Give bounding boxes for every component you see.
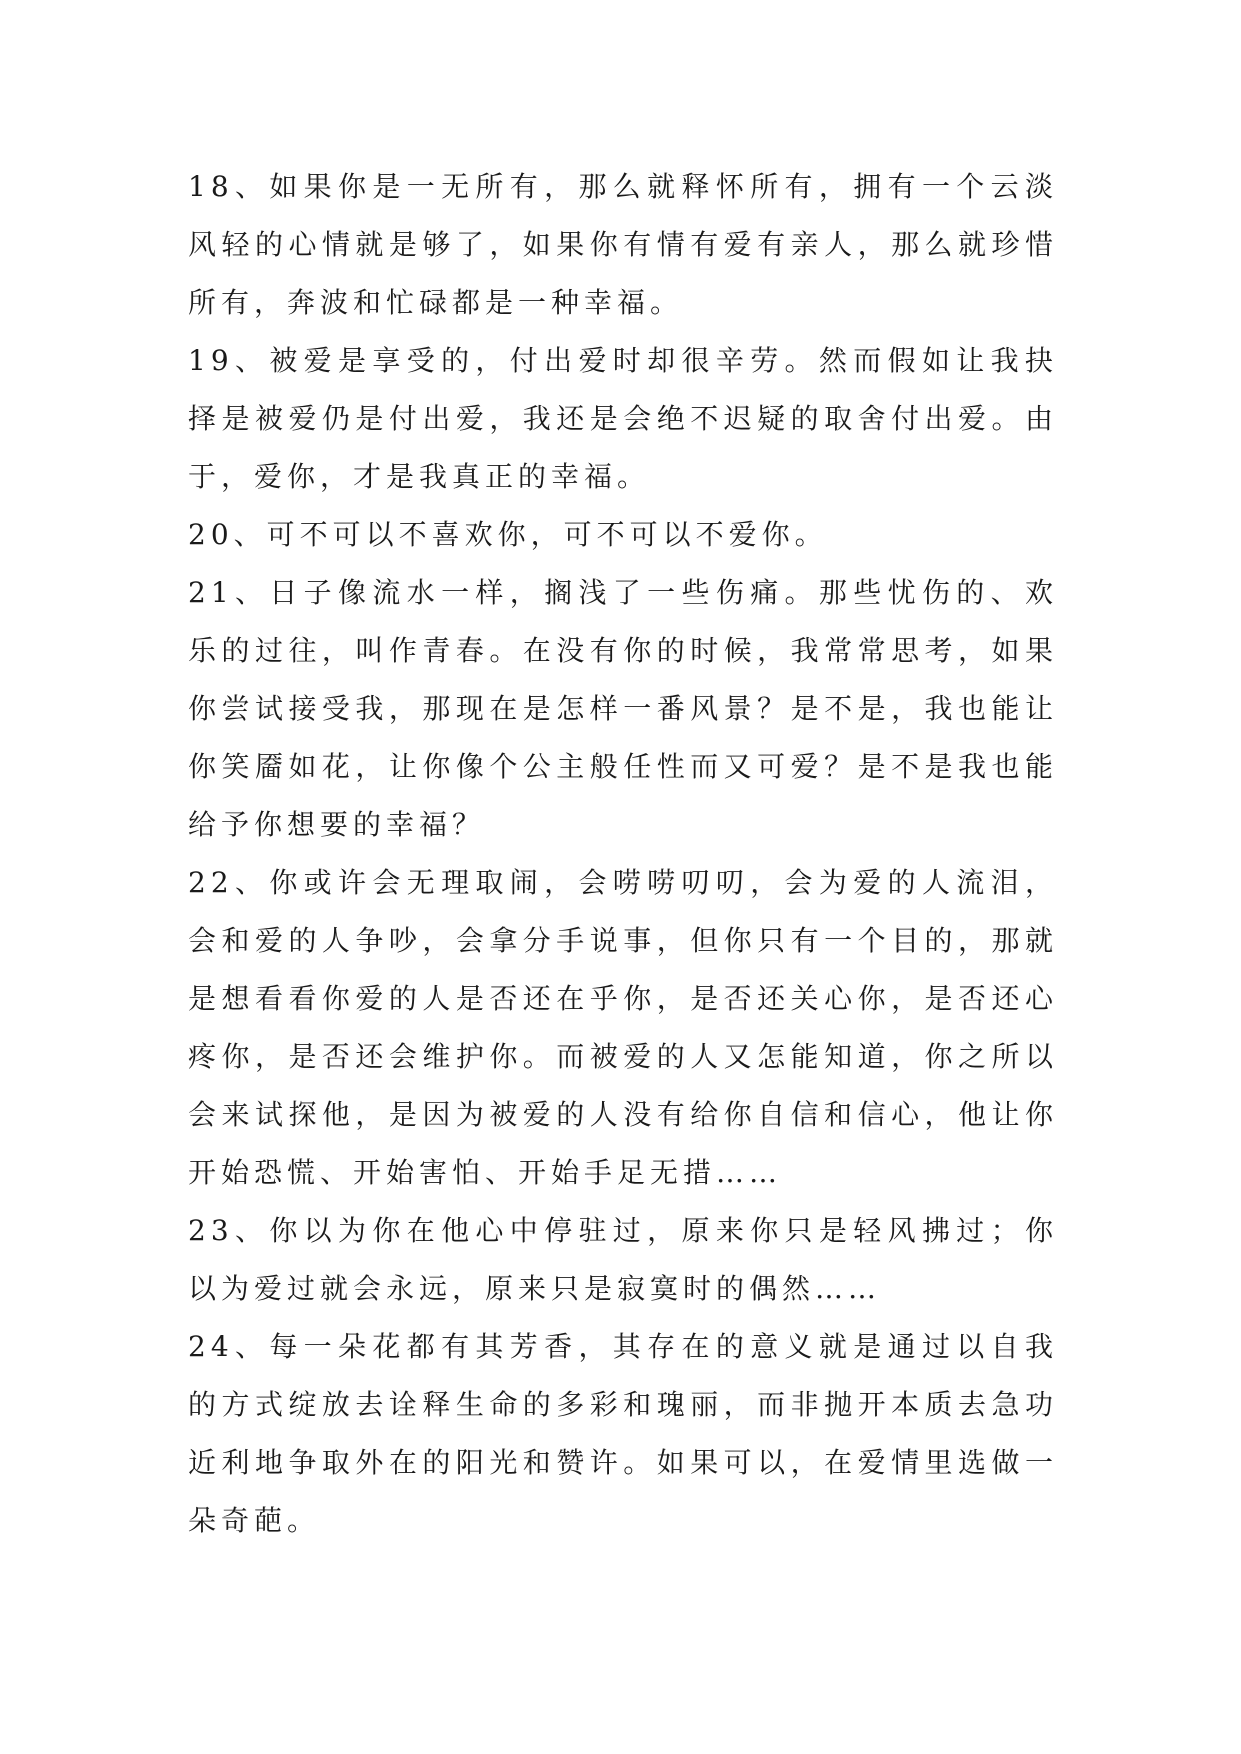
paragraph-20: 20、可不可以不喜欢你，可不可以不爱你。 xyxy=(188,518,828,551)
document-body xyxy=(188,158,1058,1550)
paragraph-23: 23、你以为你在他心中停驻过，原来你只是轻风拂过；你以为爱过就会永远，原来只是寂寞时的偶然…… xyxy=(188,1214,1058,1305)
paragraph-21: 21、日子像流水一样，搁浅了一些伤痛。那些忧伤的、欢乐的过往，叫作青春。在没有你的时候，我常常思考，如果你尝试接受我，那现在是怎样一番风景？是不是，我也能让你笑靥如花，让你像个公主般任性而又可爱？是不是我也能给予你想要的幸福？ xyxy=(188,576,1058,841)
paragraph-18: 18、如果你是一无所有，那么就释怀所有，拥有一个云淡风轻的心情就是够了，如果你有情有爱有亲人，那么就珍惜所有，奔波和忙碌都是一种幸福。 xyxy=(188,170,1058,319)
paragraph-24: 24、每一朵花都有其芳香，其存在的意义就是通过以自我的方式绽放去诠释生命的多彩和瑰丽，而非抛开本质去急功近利地争取外在的阳光和赞许。如果可以，在爱情里选做一朵奇葩。 xyxy=(188,1330,1058,1537)
paragraph-19: 19、被爱是享受的，付出爱时却很辛劳。然而假如让我抉择是被爱仍是付出爱，我还是会绝不迟疑的取舍付出爱。由于，爱你，才是我真正的幸福。 xyxy=(188,344,1058,493)
paragraph-22: 22、你或许会无理取闹，会唠唠叨叨，会为爱的人流泪，会和爱的人争吵，会拿分手说事，但你只有一个目的，那就是想看看你爱的人是否还在乎你，是否还关心你，是否还心疼你，是否还会维护你。而被爱的人又怎能知道，你之所以会来试探他，是因为被爱的人没有给你自信和信心，他让你开始恐慌、开始害怕、开始手足无措…… xyxy=(188,866,1058,1189)
